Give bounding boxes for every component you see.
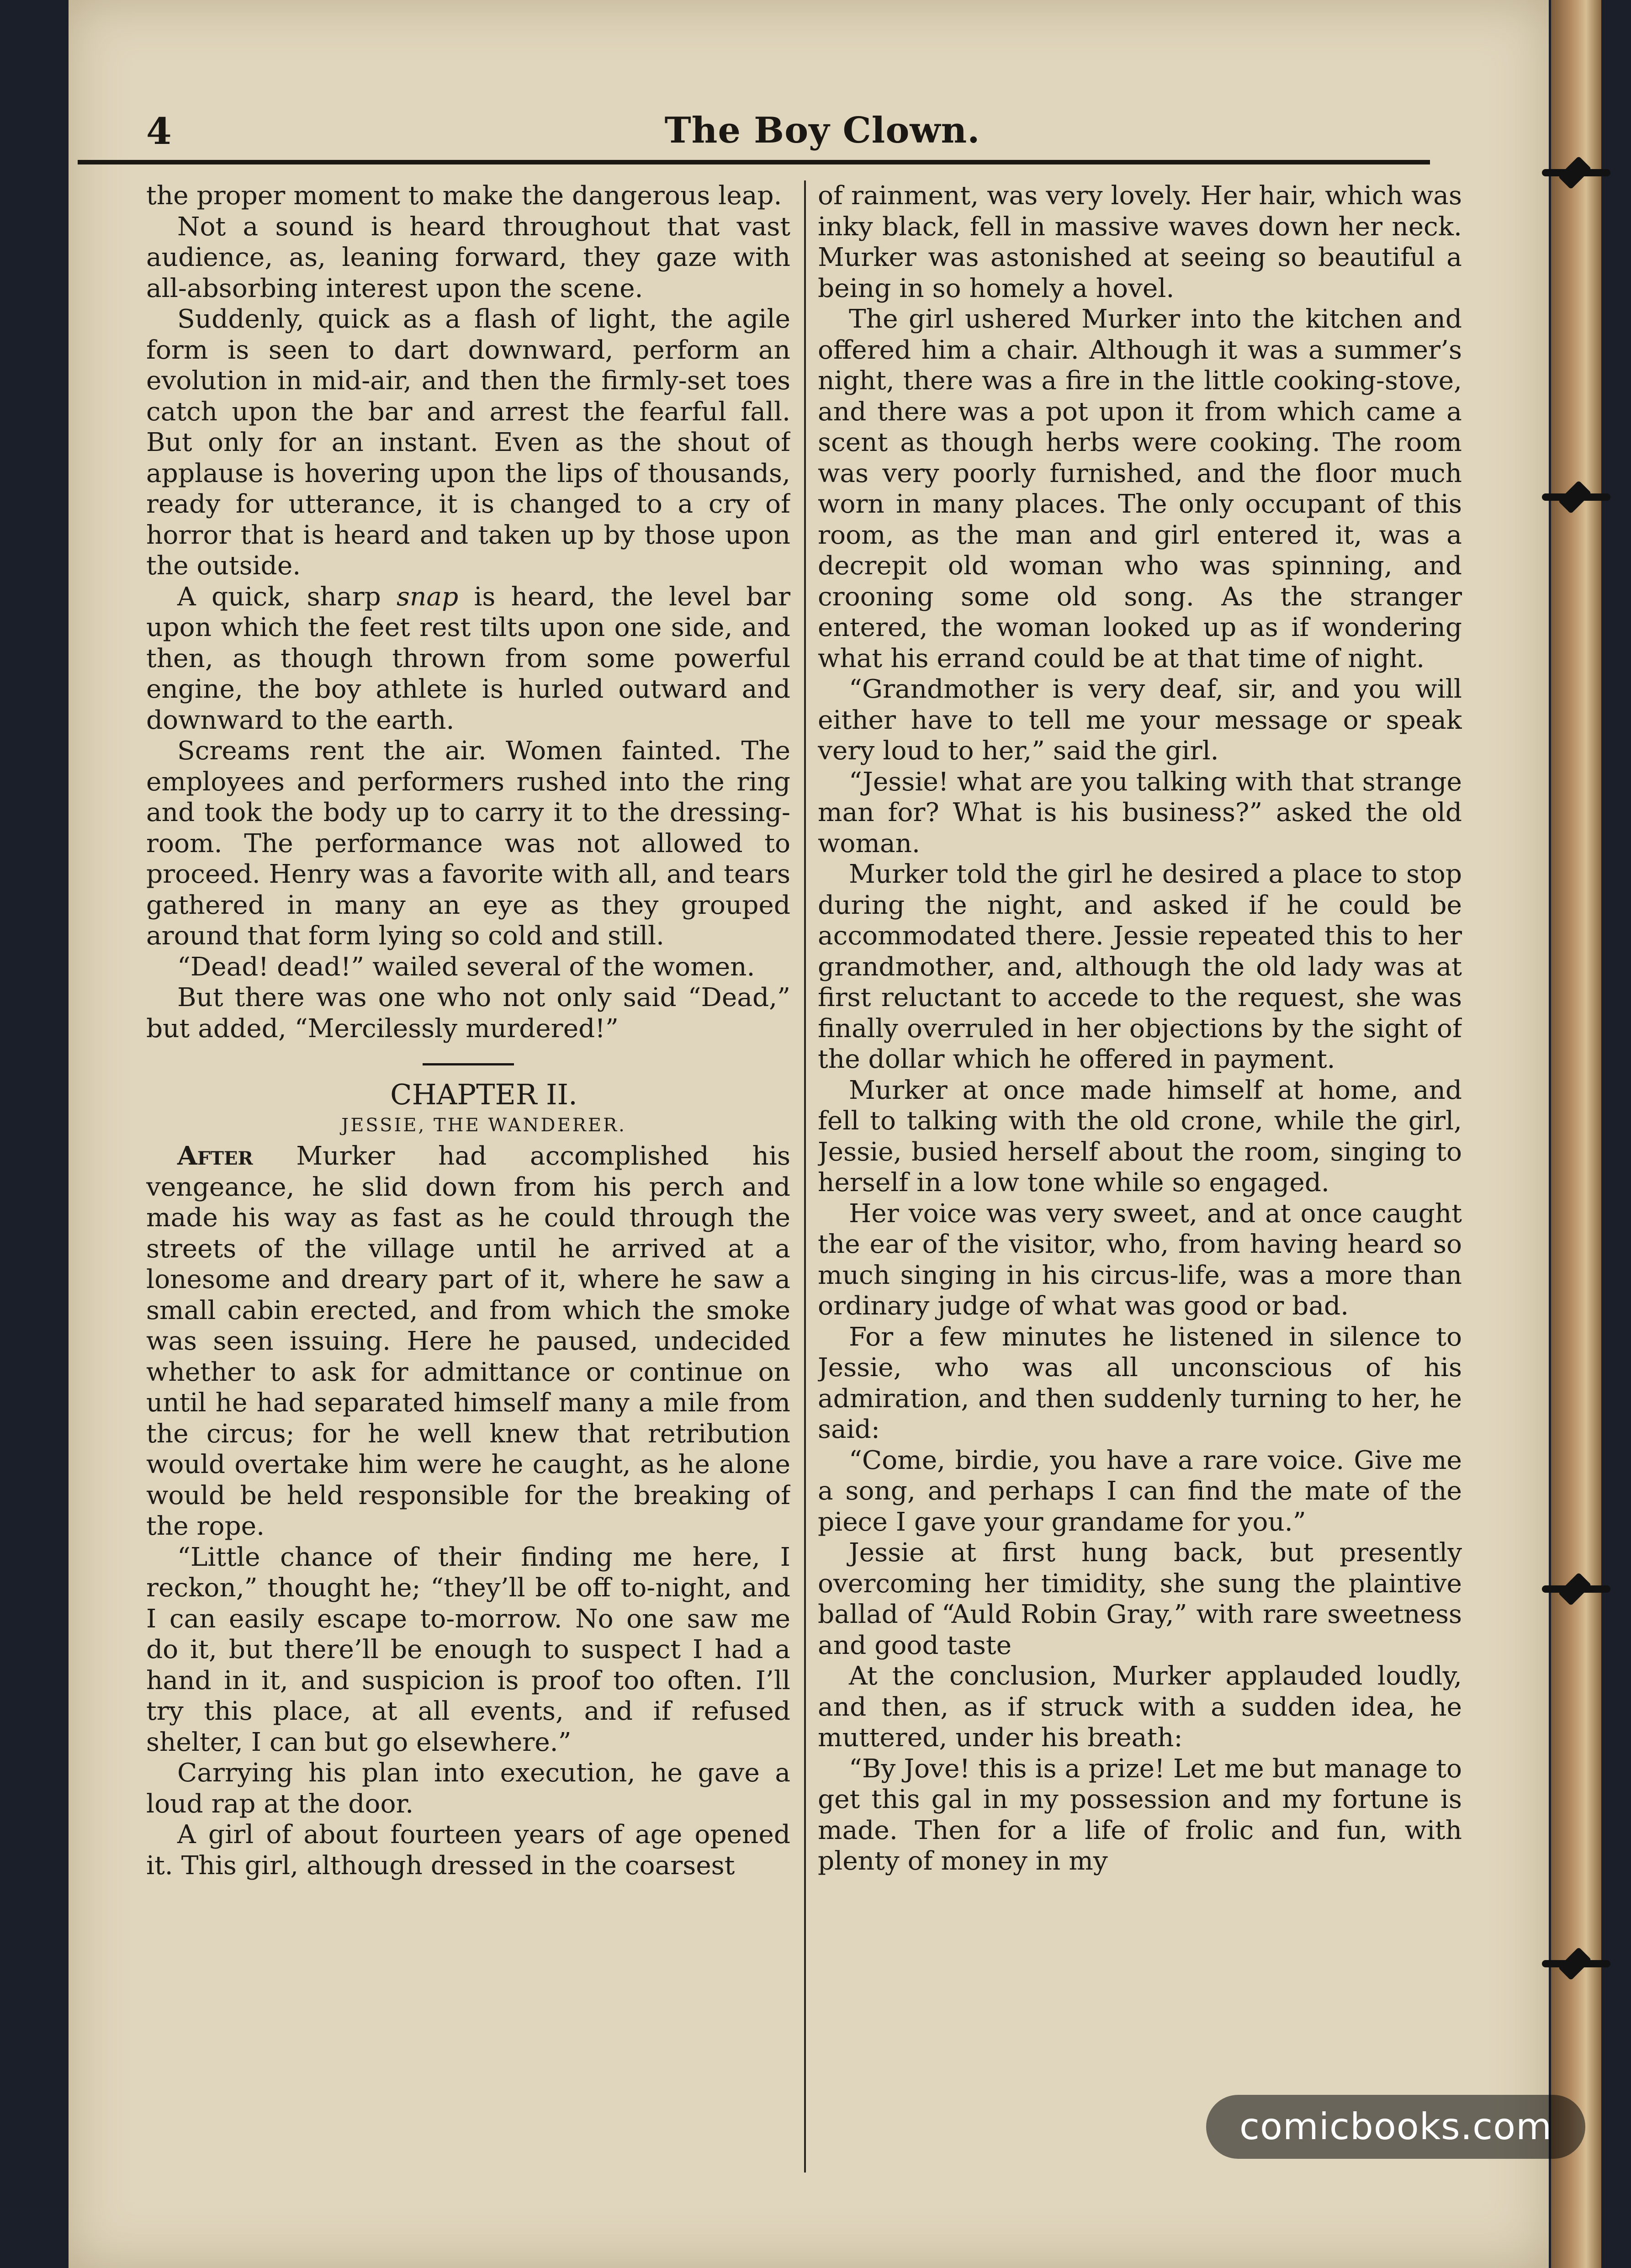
- page-header: [146, 110, 1499, 155]
- header-rule: [78, 160, 1430, 164]
- paragraph: “By Jove! this is a prize! Let me but manage to get this gal in my possession and my fortune is made. Then for a life of frolic and fun, with plenty of money in my: [818, 1754, 1462, 1876]
- paragraph: of rainment, was very lovely. Her hair, which was inky black, fell in massive waves down her neck. Murker was astonished at seeing so beautiful a being in so homely a hovel.: [818, 181, 1462, 303]
- binding-thread: [1542, 493, 1610, 501]
- paragraph: Her voice was very sweet, and at once caught the ear of the visitor, who, from having heard so much singing in his circus-life, was a more than ordinary judge of what was good or bad.: [818, 1198, 1462, 1321]
- paragraph: At the conclusion, Murker applauded loudly, and then, as if struck with a sudden idea, he muttered, under his breath:: [818, 1661, 1462, 1753]
- paragraph: A girl of about fourteen years of age opened it. This girl, although dressed in the coarsest: [146, 1820, 790, 1881]
- paragraph: Carrying his plan into execution, he gave a loud rap at the door.: [146, 1758, 790, 1819]
- column-divider: [804, 180, 806, 2173]
- paragraph: Murker told the girl he desired a place to stop during the night, and asked if he could be accommodated there. Jessie repeated this to her grandmother, and, although the old lady was at first reluctant to accede to the request, she was finally overruled in her objections by the sight of the dollar which he offered in payment.: [818, 859, 1462, 1074]
- chapter-divider: [423, 1063, 514, 1065]
- binding-thread: [1542, 1960, 1610, 1967]
- binding-thread: [1542, 1585, 1610, 1593]
- binding-thread: [1542, 169, 1610, 176]
- chapter-title: CHAPTER II.: [390, 1078, 577, 1111]
- paragraph: For a few minutes he listened in silence to Jessie, who was all unconscious of his admiration, and then suddenly turning to her, he said:: [818, 1322, 1462, 1444]
- magazine-page: [69, 0, 1549, 2268]
- paragraph: The girl ushered Murker into the kitchen and offered him a chair. Although it was a summer’s night, there was a fire in the little cooking-stove, and there was a pot upon it from which came a scent as though herbs were cooking. The room was very poorly furnished, and the floor much worn in many places. The only occupant of this room, as the man and girl entered it, was a decrepit old woman who was spinning, and crooning some old song. As the stranger entered, the woman looked up as if wondering what his errand could be at that time of night.: [818, 304, 1462, 673]
- running-title: The Boy Clown.: [664, 110, 980, 151]
- left-column: [146, 180, 790, 2173]
- paragraph: Jessie at first hung back, but presently overcoming her timidity, she sung the plaintive ballad of “Auld Robin Gray,” with rare sweetness and good taste: [818, 1538, 1462, 1660]
- page-number: 4: [146, 110, 172, 153]
- paragraph: the proper moment to make the dangerous leap.: [146, 181, 782, 211]
- paragraph: Not a sound is heard throughout that vast audience, as, leaning forward, they gaze with all-absorbing interest upon the scene.: [146, 212, 790, 303]
- paragraph: “Grandmother is very deaf, sir, and you will either have to tell me your message or speak very loud to her,” said the girl.: [818, 674, 1462, 766]
- italic-word: snap: [396, 582, 459, 612]
- text-span: A quick, sharp: [177, 582, 397, 612]
- paragraph: Murker at once made himself at home, and fell to talking with the old crone, while the girl, Jessie, busied herself about the room, singing to herself in a low tone while so engaged.: [818, 1075, 1462, 1198]
- text-span: Murker had accomplished his vengeance, he slid down from his perch and made his way as fast as he could through the streets of the village until he arrived at a lonesome and dreary part of it, where he saw a small cabin erected, and from which the smoke was seen issuing. Here he paused, undecided whether to ask for admittance or continue on until he had separated himself many a mile from the circus; for he well knew that retribution would overtake him were he caught, as he alone would be held responsible for the breaking of the rope.: [146, 1141, 790, 1541]
- paragraph: But there was one who not only said “Dead,” but added, “Mercilessly murdered!”: [146, 983, 790, 1044]
- chapter-subtitle: JESSIE, THE WANDERER.: [341, 1114, 626, 1136]
- book-spine: [1551, 0, 1601, 2268]
- watermark-badge: comicbooks.com: [1206, 2095, 1585, 2159]
- paragraph: “Come, birdie, you have a rare voice. Give me a song, and perhaps I can find the mate of the piece I gave your grandame for you.”: [818, 1445, 1462, 1537]
- paragraph: [146, 1141, 790, 1542]
- text-span: is heard, the level bar upon which the feet rest tilts upon one side, and then, as though thrown from some powerful engine, the boy athlete is hurled outward and downward to the earth.: [146, 582, 790, 735]
- paragraph: Suddenly, quick as a flash of light, the agile form is seen to dart downward, perform an evolution in mid-air, and then the firmly-set toes catch upon the bar and arrest the fearful fall. But only for an instant. Even as the shout of applause is hovering upon the lips of thousands, ready for utterance, it is changed to a cry of horror that is heard and taken up by those upon the outside.: [146, 304, 790, 581]
- paragraph: [146, 582, 790, 736]
- paragraph: “Dead! dead!” wailed several of the women.: [177, 952, 755, 982]
- paragraph: Screams rent the air. Women fainted. The employees and performers rushed into the ring and took the body up to carry it to the dressing-room. The performance was not allowed to proceed. Henry was a favorite with all, and tears gathered in many an eye as they grouped around that form lying so cold and still.: [146, 736, 790, 951]
- paragraph: “Jessie! what are you talking with that strange man for? What is his business?” asked the old woman.: [818, 767, 1462, 858]
- lead-word: After: [177, 1141, 253, 1171]
- paragraph: “Little chance of their finding me here, I reckon,” thought he; “they’ll be off to-night, and I can easily escape to-morrow. No one saw me do it, but there’ll be enough to suspect I had a hand in it, and suspicion is proof too often. I’ll try this place, at all events, and if refused shelter, I can but go elsewhere.”: [146, 1542, 790, 1757]
- right-column: [818, 180, 1462, 2173]
